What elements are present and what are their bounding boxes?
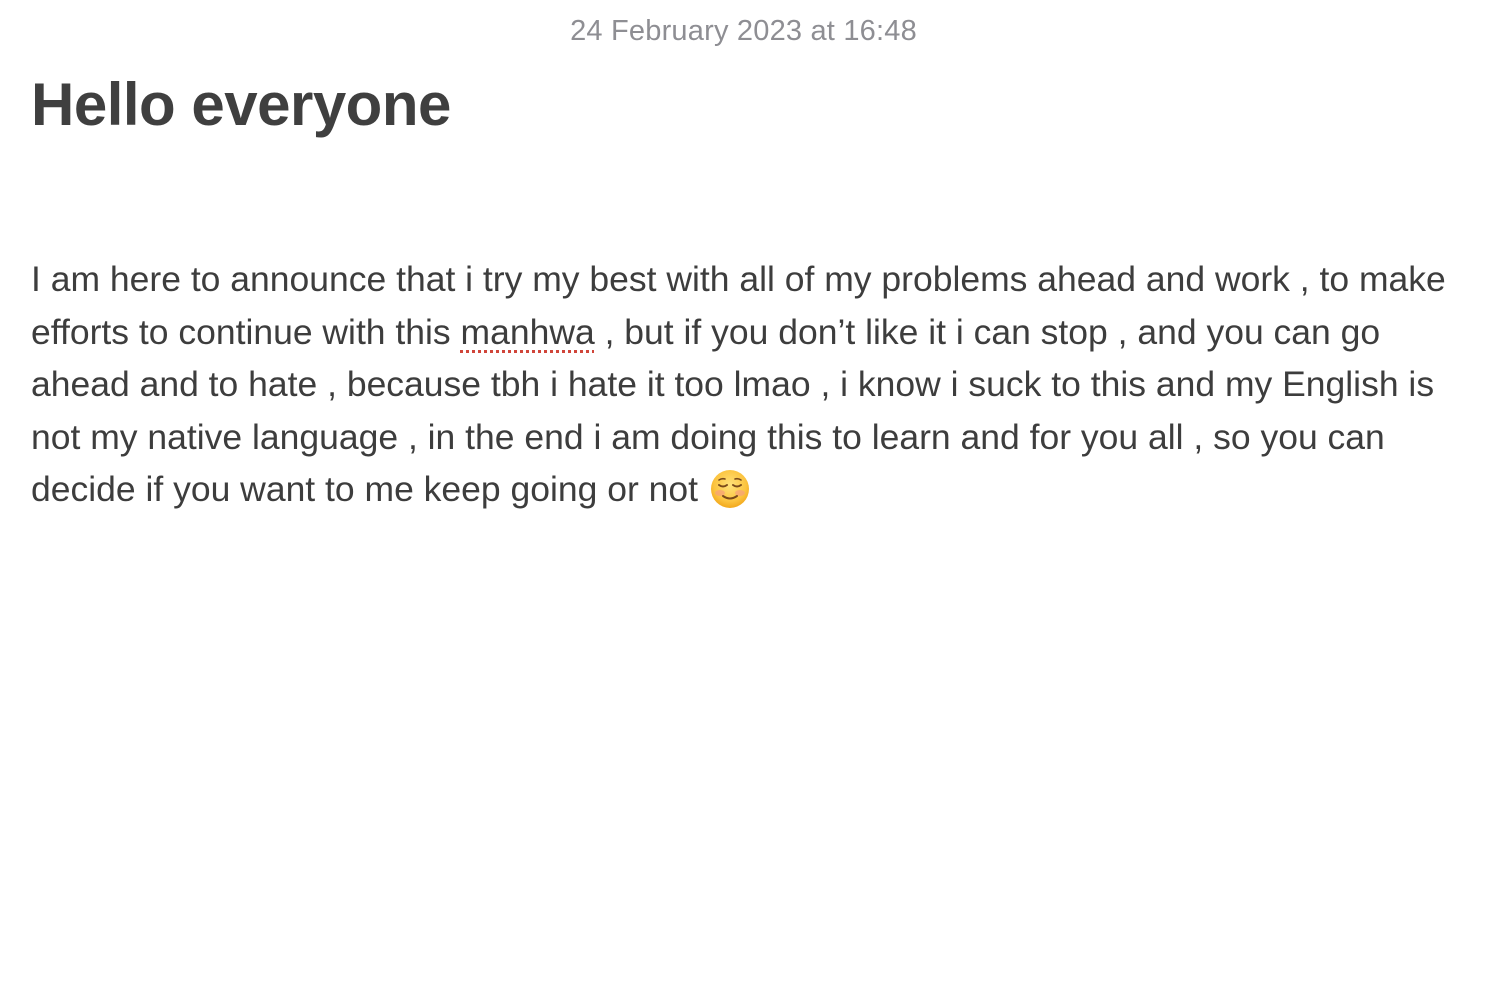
note-title[interactable]: Hello everyone (31, 71, 451, 138)
note-timestamp: 24 February 2023 at 16:48 (570, 15, 917, 47)
misspelled-word[interactable]: manhwa (460, 311, 595, 352)
note-body-text-part1: I am here to announce that i try my best with all of my problems ahead and work , to make efforts to continue with this (31, 259, 1446, 352)
note-body-text-part2: , but if you don’t like it i can stop , and you can go ahead and to hate , because tbh i hate it too lmao , i know i suck to this and my English is not my native language , in the end i am doing this to learn and for you all , so you can decide if you want to me keep going or not (31, 311, 1435, 509)
note-body[interactable] (31, 253, 1456, 516)
smiling-face-emoji-icon (710, 469, 750, 509)
